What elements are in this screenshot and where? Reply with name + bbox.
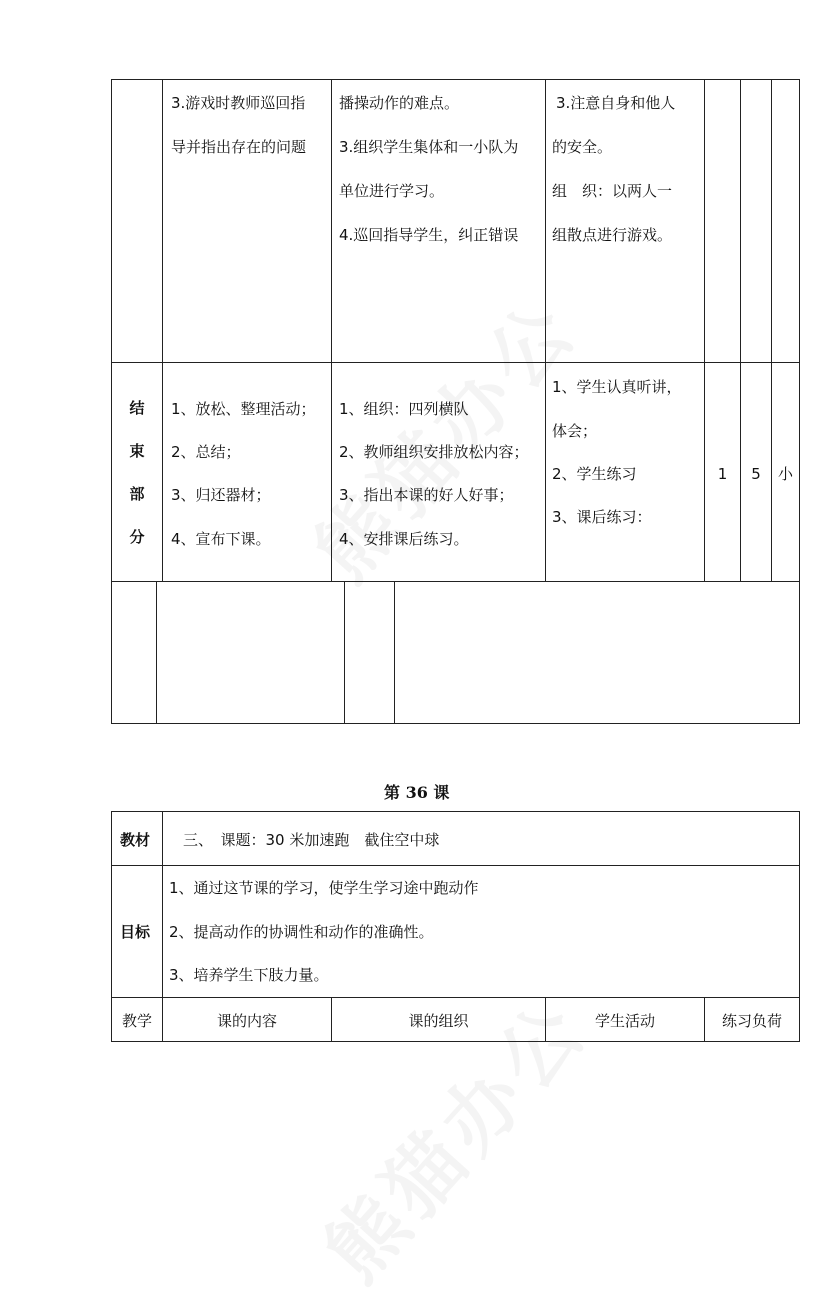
goal-line: 3、培养学生下肢力量。 (169, 966, 329, 984)
row1-content-line: 导并指出存在的问题 (171, 138, 307, 156)
goal-line: 2、提高动作的协调性和动作的准确性。 (169, 923, 434, 941)
section-label-ending (122, 387, 152, 559)
row1-organization-line: 3.组织学生集体和一小队为 (339, 138, 519, 156)
row1-organization-line: 单位进行学习。 (339, 182, 445, 200)
header-practice-load: 练习负荷 (721, 1012, 782, 1030)
row1-organization-line: 4.巡回指导学生，纠正错误 (339, 226, 519, 244)
row2-content-line: 2、总结； (171, 443, 241, 461)
header-student-activity: 学生活动 (594, 1012, 655, 1030)
row1-organization-line: 播操动作的难点。 (339, 94, 460, 112)
lesson-title: 第 36 课 (384, 783, 450, 802)
goal-line: 1、通过这节课的学习，使学生学习途中跑动作 (169, 879, 479, 897)
header-content: 课的内容 (216, 1012, 277, 1030)
row2-activity-line: 体会； (552, 422, 598, 440)
row2-activity-line: 2、学生练习 (552, 465, 637, 483)
row2-minutes: 5 (751, 465, 761, 483)
section-char: 结 (129, 399, 145, 417)
row2-content-line: 1、放松、整理活动； (171, 400, 316, 418)
row1-activity-line: 组散点进行游戏。 (552, 226, 673, 244)
row2-organization-line: 2、教师组织安排放松内容； (339, 443, 529, 461)
goal-label: 目标 (120, 923, 151, 941)
row2-intensity: 小 (777, 465, 793, 483)
row2-times: 1 (717, 465, 728, 483)
row2-organization-line: 3、指出本课的好人好事； (339, 486, 514, 504)
row2-activity-line: 3、课后练习： (552, 508, 652, 526)
row1-activity-line: 的安全。 (552, 138, 613, 156)
row1-content-line: 3.游戏时教师巡回指 (171, 94, 306, 112)
section-char: 束 (129, 442, 145, 460)
row1-activity-line: 组 织：以两人一 (552, 182, 673, 200)
row2-content-line: 4、宣布下课。 (171, 530, 271, 548)
row2-content-line: 3、归还器材； (171, 486, 271, 504)
material-text: 三、 课题：30 米加速跑 截住空中球 (183, 831, 440, 849)
row2-activity-line: 1、学生认真听讲， (552, 378, 682, 396)
row1-activity-line: 3.注意自身和他人 (556, 94, 676, 112)
header-teaching: 教学 (121, 1012, 152, 1030)
row2-organization-line: 1、组织：四列横队 (339, 400, 469, 418)
material-label: 教材 (120, 831, 151, 849)
section-char: 部 (129, 485, 145, 503)
header-organization: 课的组织 (408, 1012, 469, 1030)
row2-organization-line: 4、安排课后练习。 (339, 530, 469, 548)
section-char: 分 (129, 528, 145, 546)
